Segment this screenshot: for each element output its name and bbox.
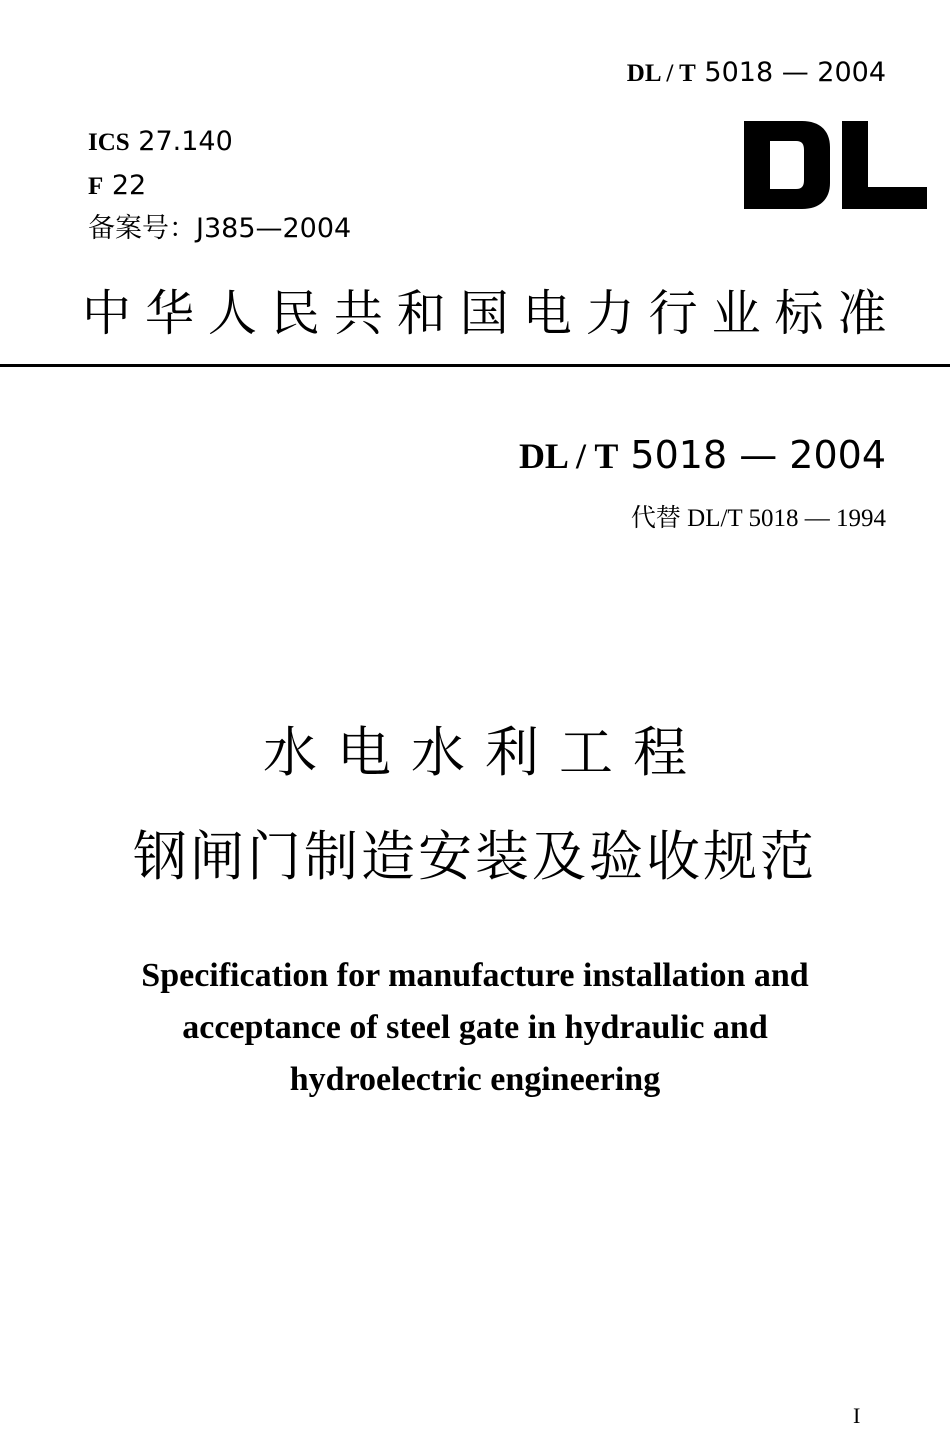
- standard-code: [519, 432, 886, 479]
- dl-logo: [744, 121, 927, 209]
- record-value: J385—2004: [196, 213, 352, 244]
- en-title-line-3: hydroelectric engineering: [289, 1061, 661, 1098]
- f-value: 22: [111, 170, 147, 201]
- header-code-number: 5018 — 2004: [704, 57, 886, 88]
- replaces-label: 代替: [630, 505, 681, 532]
- header-divider: [0, 364, 950, 367]
- ics-label: ICS: [88, 129, 130, 156]
- en-title-line-1: Specification for manufacture installation and: [141, 957, 809, 994]
- standard-type-title: 中华人民共和国电力行业标准: [82, 285, 888, 342]
- cn-title-line-2: 钢闸门制造安装及验收规范: [133, 825, 817, 888]
- header-standard-code: [627, 56, 886, 91]
- f-label: F: [88, 173, 104, 200]
- f-line: [88, 169, 146, 204]
- record-line: [88, 212, 351, 246]
- replaces-line: [631, 504, 886, 534]
- standard-code-number: 5018 — 2004: [630, 433, 886, 477]
- en-title-line-2: acceptance of steel gate in hydraulic and: [182, 1009, 768, 1046]
- en-title: [0, 950, 950, 1106]
- ics-value: 27.140: [138, 126, 233, 157]
- header-code-prefix: DL / T: [626, 60, 696, 87]
- record-label: 备案号：: [88, 213, 196, 244]
- ics-line: [88, 125, 233, 160]
- replaces-value: DL/T 5018 — 1994: [687, 505, 886, 532]
- standard-code-prefix: DL / T: [518, 436, 619, 476]
- page-number: I: [853, 1403, 861, 1428]
- cn-title-line-1: 水电水利工程: [263, 721, 707, 784]
